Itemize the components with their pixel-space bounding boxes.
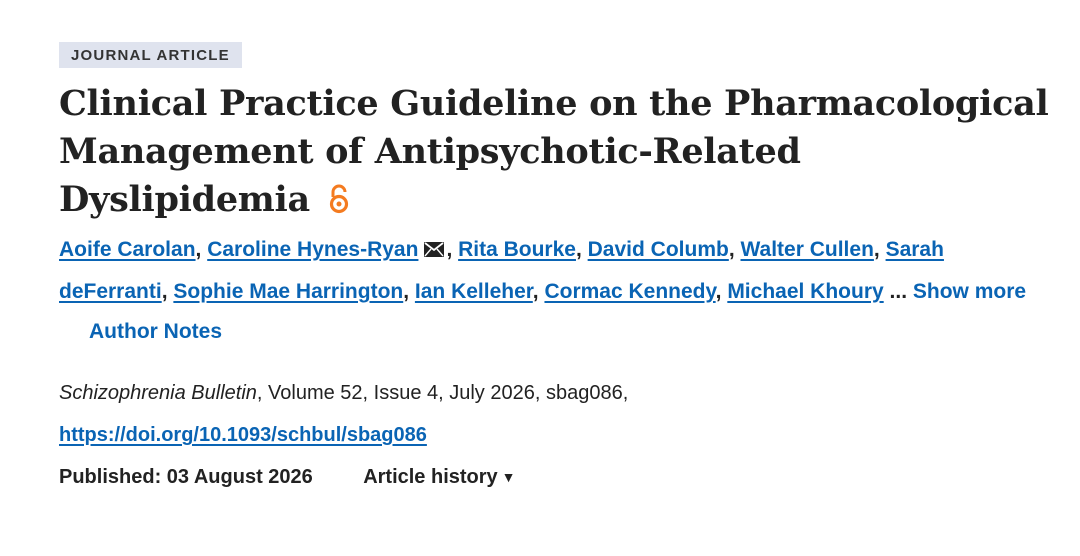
show-more-link[interactable]: Show more [912, 280, 1027, 303]
publication-info [59, 456, 1049, 498]
article-type-badge: JOURNAL ARTICLE [59, 42, 242, 68]
author-link[interactable]: Rita Bourke [458, 238, 576, 261]
doi-link[interactable]: https://doi.org/10.1093/schbul/sbag086 [59, 424, 427, 446]
open-access-icon [328, 179, 350, 227]
author-link[interactable]: Aoife Carolan [59, 238, 196, 261]
author-link[interactable]: Michael Khoury [727, 280, 884, 303]
author-link[interactable]: Caroline Hynes-Ryan [207, 238, 419, 261]
article-header [59, 42, 1049, 498]
article-history-toggle[interactable] [363, 466, 515, 488]
published-date: 03 August 2026 [166, 466, 313, 488]
citation [59, 372, 1049, 456]
author-link[interactable]: Sarah deFerranti [59, 238, 944, 303]
title-line-3: Dyslipidemia [59, 179, 310, 220]
published-label: Published: [59, 466, 162, 488]
author-link[interactable]: David Columb [587, 238, 729, 261]
author-link[interactable]: Cormac Kennedy [544, 280, 716, 303]
article-history-label: Article history [363, 466, 498, 488]
envelope-icon[interactable] [424, 230, 444, 271]
author-link[interactable]: Sophie Mae Harrington [173, 280, 404, 303]
author-notes-link[interactable]: Author Notes [89, 320, 222, 343]
citation-details: , Volume 52, Issue 4, July 2026, sbag086, [256, 382, 629, 404]
article-title [59, 80, 1049, 227]
author-link[interactable]: Walter Cullen [740, 238, 874, 261]
journal-name: Schizophrenia Bulletin [59, 382, 257, 404]
author-list: Aoife Carolan, Caroline Hynes-Ryan , Rita Bourke, David Columb, Walter Cullen, Sarah deFerranti, Sophie Mae Harrington, Ian Kelleher, Cormac Kennedy, Michael Khoury ... Show more [59, 229, 1049, 312]
author-link[interactable]: Ian Kelleher [414, 280, 533, 303]
caret-down-icon: ▼ [501, 469, 516, 485]
author-ellipsis: ... [889, 280, 908, 303]
title-line-2: Management of Antipsychotic-Related [59, 131, 801, 172]
title-line-1: Clinical Practice Guideline on the Pharmacological [59, 83, 1049, 124]
